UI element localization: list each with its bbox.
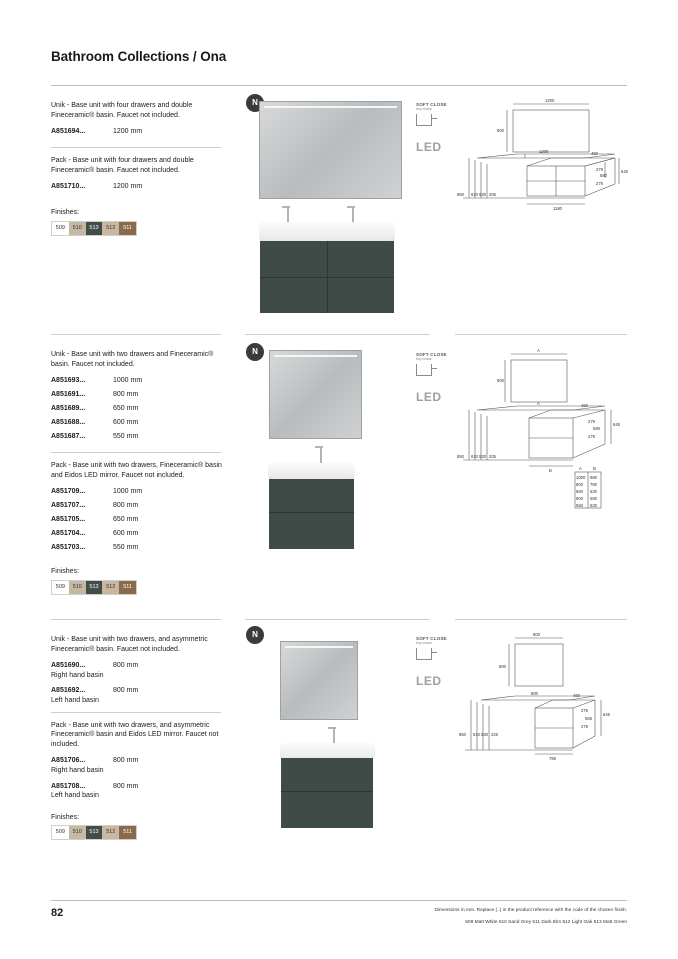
dim-label: 205 bbox=[489, 192, 496, 197]
ref-code: A851708... bbox=[51, 782, 86, 790]
mirror-led-strip bbox=[274, 355, 357, 357]
dimension-drawing-1 bbox=[455, 98, 630, 213]
led-icon: LED bbox=[416, 674, 442, 688]
unik-description: Unik - Base unit with four drawers and double Fineceramic® basin. Faucet not included. bbox=[51, 102, 193, 119]
product-info-1 bbox=[51, 101, 226, 236]
ref-row bbox=[51, 543, 226, 557]
dim-label: 645 bbox=[603, 712, 610, 717]
dim-label: 279 bbox=[596, 181, 603, 186]
feature-icons bbox=[416, 102, 454, 154]
pack-description: Pack - Base unit with two drawers, Fineceramic® basin and Eidos LED mirror. Faucet not included. bbox=[51, 462, 222, 479]
soft-close-sublabel: tiny chase bbox=[416, 357, 432, 361]
ref-row bbox=[51, 418, 226, 432]
dim-table-cell: 650 bbox=[576, 489, 583, 494]
mirror-led-strip bbox=[264, 106, 397, 108]
separator bbox=[51, 712, 221, 713]
ref-row bbox=[51, 756, 226, 775]
dim-label: 460 bbox=[581, 403, 588, 408]
finish-swatch-513[interactable]: 513 bbox=[86, 581, 103, 594]
dim-label: 530 bbox=[481, 732, 488, 737]
dim-label: 850 bbox=[457, 454, 464, 459]
ref-size: 550 mm bbox=[113, 433, 139, 441]
soft-close-drawer-icon bbox=[416, 114, 432, 126]
dim-label: 610 bbox=[471, 192, 478, 197]
ref-row bbox=[51, 501, 226, 515]
ref-code: A851694... bbox=[51, 128, 86, 136]
ref-code: A851706... bbox=[51, 757, 86, 765]
ref-code: A851710... bbox=[51, 183, 86, 191]
dim-table-head: B bbox=[593, 466, 596, 471]
unik-description: Unik - Base unit with two drawers and Fineceramic® basin. Faucet not included. bbox=[51, 351, 214, 368]
ref-size: 1200 mm bbox=[113, 183, 143, 191]
separator bbox=[51, 147, 221, 148]
dim-label: A bbox=[537, 401, 540, 406]
finish-swatch-511[interactable]: 511 bbox=[119, 581, 136, 594]
dim-label: 645 bbox=[613, 422, 620, 427]
product-info-2 bbox=[51, 350, 226, 595]
finish-swatch-509[interactable]: 509 bbox=[52, 222, 69, 235]
soft-close-drawer-icon bbox=[416, 648, 432, 660]
section-divider bbox=[245, 334, 430, 335]
ref-code: A851692... bbox=[51, 687, 86, 695]
dim-label: 279 bbox=[581, 708, 588, 713]
dimensions-footnote: Dimensions in mm. Replace (..) in the product reference with the code of the chosen finish. bbox=[434, 908, 627, 913]
dim-label: 800 bbox=[499, 664, 506, 669]
finishes-label: Finishes: bbox=[51, 813, 80, 821]
dim-label: 800 bbox=[533, 632, 540, 637]
section-divider bbox=[245, 619, 430, 620]
dim-label: 1180 bbox=[553, 206, 563, 211]
ref-code: A851709... bbox=[51, 488, 86, 496]
finish-swatch-513[interactable]: 513 bbox=[86, 826, 103, 839]
dim-label: 800 bbox=[531, 691, 538, 696]
dim-label: A bbox=[537, 348, 540, 353]
ref-size: 800 mm bbox=[113, 757, 139, 765]
finish-swatch-509[interactable]: 509 bbox=[52, 826, 69, 839]
finish-swatch-510[interactable]: 510 bbox=[69, 826, 86, 839]
dim-table-cell: 630 bbox=[590, 489, 597, 494]
dim-table-cell: 800 bbox=[576, 482, 583, 487]
dim-label: 610 bbox=[473, 732, 480, 737]
dim-label: 530 bbox=[479, 454, 486, 459]
dim-label: 225 bbox=[491, 732, 498, 737]
ref-code: A851691... bbox=[51, 391, 86, 399]
ref-row bbox=[51, 515, 226, 529]
dim-table-cell: 550 bbox=[576, 503, 583, 508]
footer-rule bbox=[51, 900, 627, 901]
cabinet-image bbox=[260, 241, 394, 313]
new-badge: N bbox=[246, 343, 264, 361]
finish-swatch-509[interactable]: 509 bbox=[52, 581, 69, 594]
dim-label: B bbox=[549, 468, 552, 473]
ref-size: 1000 mm bbox=[113, 377, 143, 385]
new-badge: N bbox=[246, 94, 264, 112]
finish-swatch-510[interactable]: 510 bbox=[69, 222, 86, 235]
finish-swatch-511[interactable]: 511 bbox=[119, 826, 136, 839]
unik-description: Unik - Base unit with two drawers, and asymmetric Fineceramic® basin. Faucet not included. bbox=[51, 636, 208, 653]
product-info-3 bbox=[51, 635, 226, 840]
dim-label: 645 bbox=[621, 169, 628, 174]
section-divider bbox=[51, 619, 221, 620]
dim-label: 205 bbox=[489, 454, 496, 459]
basin-image bbox=[259, 222, 395, 242]
ref-code: A851688... bbox=[51, 419, 86, 427]
ref-note: Right hand basin bbox=[51, 671, 104, 679]
ref-row bbox=[51, 782, 226, 801]
dimension-drawing-3 bbox=[455, 632, 630, 762]
separator bbox=[51, 452, 221, 453]
mirror-image bbox=[259, 101, 402, 199]
finish-swatch-511[interactable]: 511 bbox=[119, 222, 136, 235]
dim-label: 460 bbox=[591, 151, 598, 156]
finishes-label: Finishes: bbox=[51, 209, 80, 217]
finish-swatch-512[interactable]: 512 bbox=[102, 826, 119, 839]
ref-size: 650 mm bbox=[113, 405, 139, 413]
soft-close-label: SOFT CLOSE bbox=[416, 102, 447, 107]
dim-label: 279 bbox=[588, 419, 595, 424]
section-divider bbox=[455, 334, 627, 335]
ref-note: Left hand basin bbox=[51, 792, 99, 800]
ref-size: 800 mm bbox=[113, 391, 139, 399]
ref-row bbox=[51, 182, 226, 196]
dim-label: 785 bbox=[549, 756, 556, 761]
soft-close-label: SOFT CLOSE bbox=[416, 636, 447, 641]
ref-note: Right hand basin bbox=[51, 766, 104, 774]
ref-row bbox=[51, 127, 226, 141]
dim-table-head: A bbox=[579, 466, 582, 471]
soft-close-drawer-icon bbox=[416, 364, 432, 376]
dim-label: 530 bbox=[479, 192, 486, 197]
ref-size: 600 mm bbox=[113, 419, 139, 427]
ref-size: 800 mm bbox=[113, 782, 139, 790]
mirror-image bbox=[280, 641, 358, 720]
dim-label: 1200 bbox=[539, 149, 549, 154]
page-number: 82 bbox=[51, 907, 64, 919]
pack-description: Pack - Base unit with four drawers and double Fineceramic® basin. Faucet not included. bbox=[51, 157, 194, 174]
soft-close-label: SOFT CLOSE bbox=[416, 352, 447, 357]
dim-label: 1200 bbox=[545, 98, 555, 103]
top-rule bbox=[51, 85, 627, 86]
finish-legend: 509 Matt White 510 Sand Grey 511 Dark Elm 512 Light Oak 513 Matt Green bbox=[465, 920, 627, 925]
ref-code: A851704... bbox=[51, 530, 86, 538]
feature-icons bbox=[416, 636, 454, 688]
ref-code: A851707... bbox=[51, 502, 86, 510]
ref-row bbox=[51, 404, 226, 418]
ref-row bbox=[51, 661, 226, 680]
dim-label: 580 bbox=[593, 426, 600, 431]
new-badge: N bbox=[246, 626, 264, 644]
finish-swatch-510[interactable]: 510 bbox=[69, 581, 86, 594]
section-divider bbox=[51, 334, 221, 335]
dim-label: 800 bbox=[497, 378, 504, 383]
ref-code: A851687... bbox=[51, 433, 86, 441]
dim-label: 800 bbox=[497, 128, 504, 133]
dim-table-cell: 600 bbox=[576, 496, 583, 501]
ref-note: Left hand basin bbox=[51, 696, 99, 704]
dim-label: 279 bbox=[588, 434, 595, 439]
dim-label: 279 bbox=[581, 724, 588, 729]
basin-image bbox=[268, 463, 355, 480]
ref-code: A851689... bbox=[51, 405, 86, 413]
led-icon: LED bbox=[416, 140, 442, 154]
ref-size: 800 mm bbox=[113, 687, 139, 695]
dim-table-cell: 530 bbox=[590, 503, 597, 508]
led-icon: LED bbox=[416, 390, 442, 404]
mirror-led-strip bbox=[285, 646, 353, 648]
ref-row bbox=[51, 686, 226, 705]
ref-row bbox=[51, 376, 226, 390]
ref-row bbox=[51, 432, 226, 446]
ref-size: 1000 mm bbox=[113, 488, 143, 496]
soft-close-sublabel: tiny chase bbox=[416, 107, 432, 111]
ref-code: A851703... bbox=[51, 544, 86, 552]
finish-swatches bbox=[51, 221, 137, 236]
dim-label: 850 bbox=[457, 192, 464, 197]
dimension-drawing-2 bbox=[455, 348, 630, 513]
dim-table-cell: 980 bbox=[590, 475, 597, 480]
dim-table-cell: 1000 bbox=[576, 475, 586, 480]
finish-swatches bbox=[51, 580, 137, 595]
dim-table-cell: 580 bbox=[590, 496, 597, 501]
dim-label: 279 bbox=[596, 167, 603, 172]
ref-size: 1200 mm bbox=[113, 128, 143, 136]
finish-swatches bbox=[51, 825, 137, 840]
dim-label: 580 bbox=[600, 173, 607, 178]
ref-size: 800 mm bbox=[113, 662, 139, 670]
mirror-image bbox=[269, 350, 362, 439]
cabinet-image bbox=[281, 758, 373, 828]
dim-label: 565 bbox=[585, 716, 592, 721]
dim-label: 610 bbox=[471, 454, 478, 459]
ref-code: A851705... bbox=[51, 516, 86, 524]
ref-row bbox=[51, 487, 226, 501]
finishes-label: Finishes: bbox=[51, 568, 80, 576]
ref-size: 650 mm bbox=[113, 516, 139, 524]
dim-table-cell: 780 bbox=[590, 482, 597, 487]
finish-swatch-512[interactable]: 512 bbox=[102, 581, 119, 594]
soft-close-sublabel: tiny chase bbox=[416, 641, 432, 645]
finish-swatch-513[interactable]: 513 bbox=[86, 222, 103, 235]
ref-code: A851693... bbox=[51, 377, 86, 385]
ref-size: 800 mm bbox=[113, 502, 139, 510]
ref-row bbox=[51, 390, 226, 404]
page-title: Bathroom Collections / Ona bbox=[51, 49, 227, 64]
feature-icons bbox=[416, 352, 454, 404]
dim-label: 460 bbox=[573, 693, 580, 698]
ref-size: 600 mm bbox=[113, 530, 139, 538]
cabinet-image bbox=[269, 479, 354, 549]
ref-code: A851690... bbox=[51, 662, 86, 670]
dim-label: 850 bbox=[459, 732, 466, 737]
finish-swatch-512[interactable]: 512 bbox=[102, 222, 119, 235]
ref-size: 550 mm bbox=[113, 544, 139, 552]
ref-row bbox=[51, 529, 226, 543]
section-divider bbox=[455, 619, 627, 620]
pack-description: Pack - Base unit with two drawers, and asymmetric Fineceramic® basin and Eidos LED mirror. Faucet not included. bbox=[51, 721, 219, 748]
